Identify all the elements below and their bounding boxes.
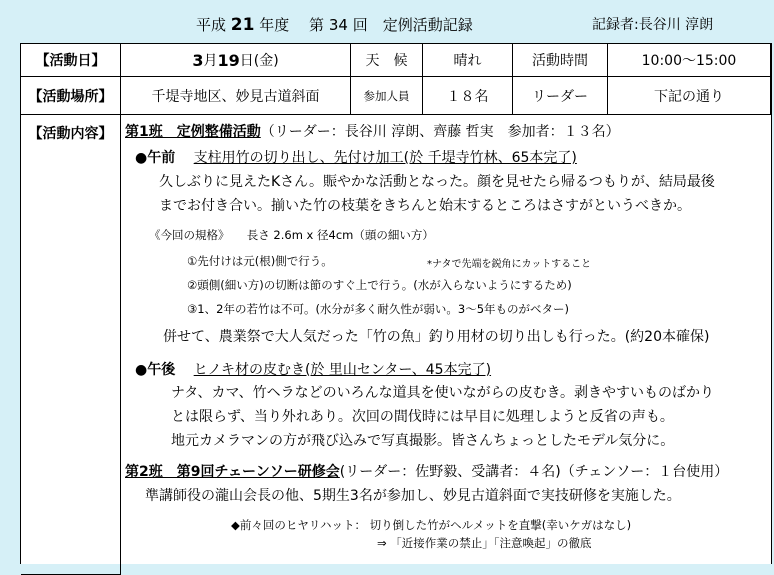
leader-value: 下記の通り xyxy=(608,77,771,115)
spec-rule-3: ③1、2年の若竹は不可。(水分が多く耐久性が弱い。3〜5年ものがベター) xyxy=(187,302,570,316)
am-heading xyxy=(135,147,577,167)
time-value: 10:00〜15:00 xyxy=(608,44,771,77)
leader-label: リーダー xyxy=(513,77,608,115)
date-month-unit: 月 xyxy=(203,53,218,69)
arrow-icon: ⇒ xyxy=(377,536,387,550)
place-label: 【活動場所】 xyxy=(21,77,121,115)
am-label: ●午前 xyxy=(135,150,176,166)
pm-label: ●午後 xyxy=(135,362,176,378)
date-label: 【活動日】 xyxy=(21,44,121,77)
pm-heading xyxy=(135,359,491,379)
pm-line-3: 地元カメラマンの方が飛び込みで写真撮影。皆さんちょっとしたモデル気分に。 xyxy=(171,433,675,449)
activity-record-table xyxy=(20,43,772,564)
am-task: 支柱用竹の切り出し、先付け加工(於 千堤寺竹林、65本完了) xyxy=(193,150,577,166)
team1-title: 第1班 定例整備活動 xyxy=(125,124,261,140)
hiyari-label: ◆前々回のヒヤリハット： xyxy=(231,518,366,532)
era: 平成 xyxy=(196,16,227,34)
team2-heading xyxy=(125,461,728,481)
team2-line: 準講師役の瀧山会長の他、5期生3名が参加し、妙見古道斜面で実技研修を実施した。 xyxy=(145,488,681,504)
people-label: 参加人員 xyxy=(351,77,423,115)
hiyari-text: 切り倒した竹がヘルメットを直撃(幸いケガはなし) xyxy=(369,518,632,532)
time-label: 活動時間 xyxy=(513,44,608,77)
team1-info: （リーダー：長谷川 淳朗、齊藤 哲実 参加者：１３名） xyxy=(260,124,620,140)
extra-activity: 併せて、農業祭で大人気だった「竹の魚」釣り用材の切り出しも行った。(約20本確保) xyxy=(163,329,710,345)
weather-value: 晴れ xyxy=(423,44,513,77)
am-line-2: までお付き合い。揃いた竹の枝葉をきちんと始末するところはさすがというべきか。 xyxy=(159,198,691,214)
pm-task: ヒノキ材の皮むき(於 里山センター、45本完了) xyxy=(193,362,492,378)
place-value: 千堤寺地区、妙見古道斜面 xyxy=(121,77,351,115)
team2-title: 第2班 第9回チェーンソー研修会 xyxy=(125,464,340,480)
am-line-1: 久しぶりに見えたKさん。賑やかな活動となった。顔を見せたら帰るつもりが、結局最後 xyxy=(159,174,715,190)
content-label: 【活動内容】 xyxy=(21,115,121,575)
spec-rule-1: ①先付けは元(根)側で行う。 xyxy=(187,254,333,268)
spec-rule-1-note: *ナタで先端を鋭角にカットすること xyxy=(427,259,592,270)
session-prefix: 第 xyxy=(309,16,325,34)
hiyari-note xyxy=(231,517,631,533)
document-header xyxy=(0,14,774,34)
document-title xyxy=(196,14,473,35)
measure-note xyxy=(377,535,592,551)
fiscal-year-number: 21 xyxy=(230,15,255,35)
date-value xyxy=(121,44,351,77)
session-number: 34 xyxy=(328,16,348,34)
session-suffix: 回 xyxy=(352,16,368,34)
weather-label: 天 候 xyxy=(351,44,423,77)
record-title: 定例活動記録 xyxy=(382,16,473,34)
spec-size: 長さ 2.6m x 径4cm（頭の細い方） xyxy=(246,228,434,242)
date-day-unit: 日(金) xyxy=(239,53,279,69)
date-day: 19 xyxy=(217,50,240,70)
spec-heading xyxy=(149,227,434,243)
team2-info: (リーダー：佐野毅、受講者：４名)（チェンソー：１台使用） xyxy=(339,464,729,480)
spec-label: 《今回の規格》 xyxy=(149,228,224,242)
date-month: 3 xyxy=(192,50,204,70)
recorder-name: 記録者:長谷川 淳朗 xyxy=(592,17,714,33)
pm-line-1: ナタ、カマ、竹ヘラなどのいろんな道具を使いながらの皮むき。剥きやすいものばかり xyxy=(171,385,715,401)
spec-rule-2: ②頭側(細い方)の切断は節のすぐ上で行う。(水が入らないようにするため) xyxy=(187,278,572,292)
pm-line-2: とは限らず、当り外れあり。次回の間伐時には早目に処理しようと反省の声も。 xyxy=(171,409,674,425)
measure-text: 「近接作業の禁止」「注意喚起」の徹底 xyxy=(390,536,592,550)
fiscal-year-suffix: 年度 xyxy=(259,16,290,34)
people-value: １８名 xyxy=(423,77,513,115)
team1-heading xyxy=(125,121,620,141)
